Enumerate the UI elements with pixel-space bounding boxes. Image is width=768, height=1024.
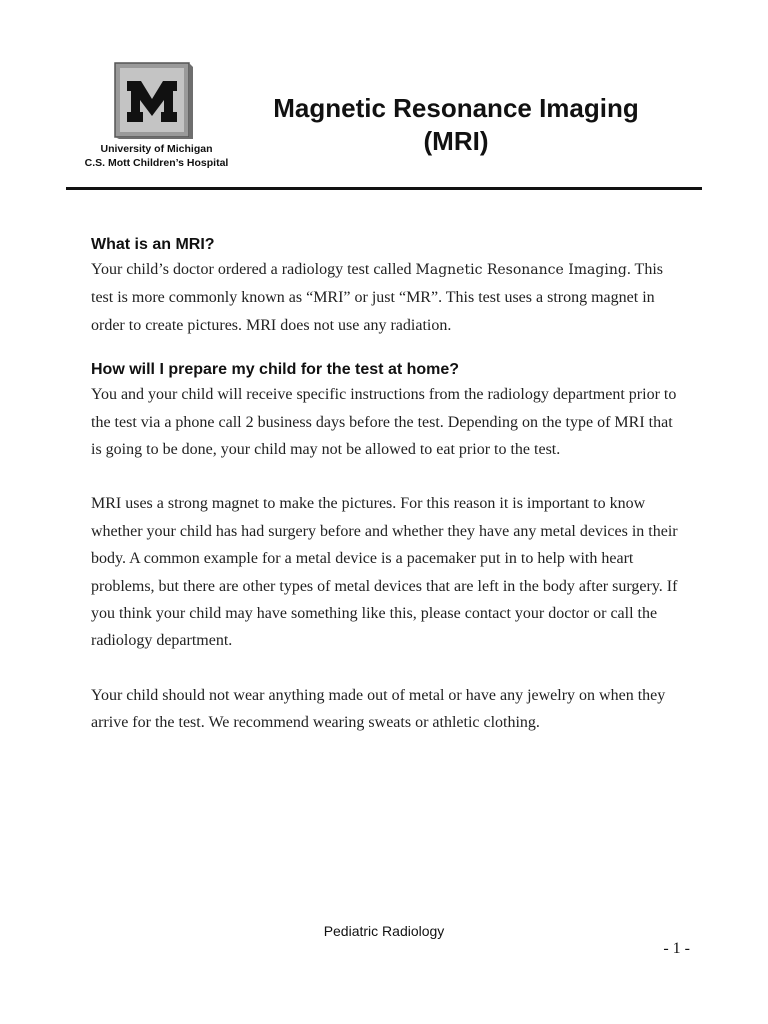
document-body: [91, 234, 681, 737]
header-divider: [66, 187, 702, 190]
paragraph-spacer: [91, 463, 681, 490]
section-heading-what: What is an MRI?: [91, 236, 215, 253]
block-m-logo-icon: [114, 62, 194, 140]
what-paragraph: [91, 256, 681, 339]
page-number: - 1 -: [663, 940, 690, 957]
page-title-line2: (MRI): [423, 126, 489, 156]
prepare-paragraph-1: You and your child will receive specific instructions from the radiology department prior to the test via a phone call 2 business days before the test. Depending on the type of MRI that is going to be done, your child may not be allowed to eat prior to the test.: [91, 386, 677, 459]
logo-hospital-name: C.S. Mott Children’s Hospital: [84, 157, 229, 169]
page-title: [236, 92, 676, 158]
what-text-after: . This test is more commonly known as “MRI” or just “MR”. This test uses a strong magnet in order to create pictures. MRI does not use any radiation.: [91, 261, 663, 334]
footer-label: Pediatric Radiology: [323, 923, 445, 939]
section-heading-prepare: How will I prepare my child for the test at home?: [91, 361, 460, 379]
page-title-line1: Magnetic Resonance Imaging: [273, 93, 639, 123]
what-emphasis: Magnetic Resonance Imaging: [415, 262, 627, 278]
section-spacer: [91, 339, 681, 359]
logo-university-name: University of Michigan: [100, 143, 213, 155]
university-logo: [84, 62, 229, 174]
paragraph-spacer: [91, 655, 681, 682]
what-text-before: Your child’s doctor ordered a radiology test called: [91, 261, 416, 278]
prepare-paragraph-2: MRI uses a strong magnet to make the pictures. For this reason it is important to know whether your child has had surgery before and whether they have any metal devices in their body. A common example for a metal device is a pacemaker put in to help with heart problems, but there are other types of metal devices that are left in the body after surgery. If you think your child may have something like this, please contact your doctor or call the radiology department.: [91, 495, 678, 650]
prepare-paragraph-3: Your child should not wear anything made out of metal or have any jewelry on when they arrive for the test. We recommend wearing sweats or athletic clothing.: [91, 686, 666, 732]
